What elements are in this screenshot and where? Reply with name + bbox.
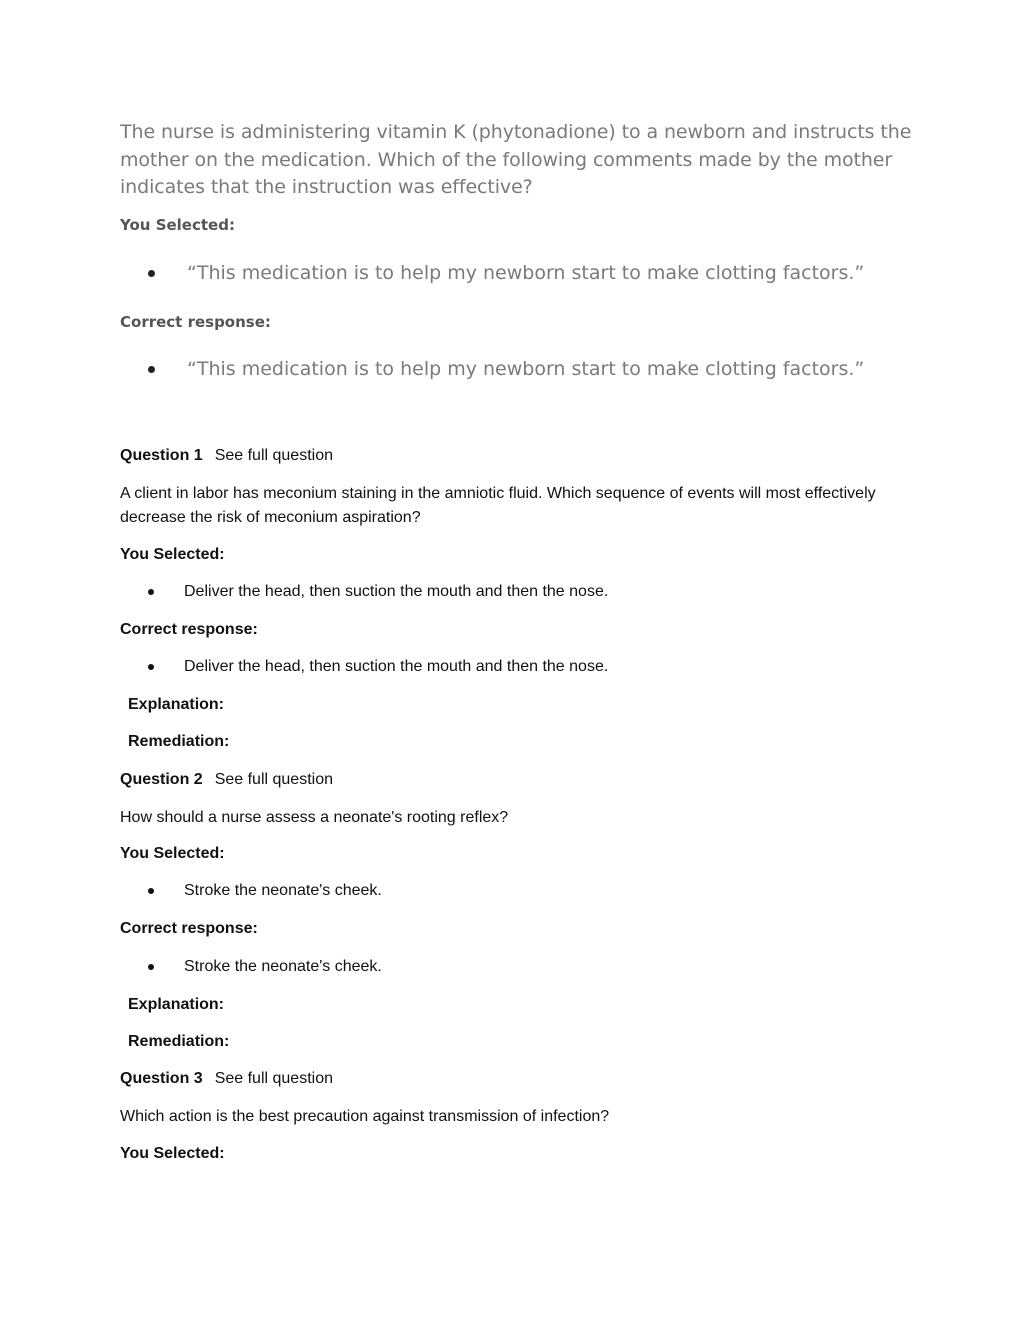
question-2-correct-response-text: Stroke the neonate's cheek. xyxy=(184,958,382,975)
question-2-correct-response-label: Correct response: xyxy=(120,920,258,937)
question-2-text: How should a nurse assess a neonate's rooting reflex? xyxy=(120,809,509,826)
question-3-you-selected-label: You Selected: xyxy=(120,1145,225,1162)
question-2-you-selected-answer xyxy=(148,882,382,900)
intro-correct-response-answer xyxy=(148,358,864,380)
question-2-you-selected-label: You Selected: xyxy=(120,845,225,862)
question-2-remediation-label: Remediation: xyxy=(128,1033,230,1050)
question-1-correct-response-text: Deliver the head, then suction the mouth and then the nose. xyxy=(184,658,609,675)
bullet-icon xyxy=(148,964,154,970)
question-1-remediation-label: Remediation: xyxy=(128,733,230,750)
bullet-icon xyxy=(148,888,154,894)
bullet-icon xyxy=(148,366,155,373)
question-1-see-full-link[interactable]: See full question xyxy=(214,447,333,464)
intro-you-selected-label: You Selected: xyxy=(120,216,235,234)
question-2-explanation-label: Explanation: xyxy=(128,996,225,1013)
question-3-see-full-link[interactable]: See full question xyxy=(214,1070,333,1087)
question-1-you-selected-text: Deliver the head, then suction the mouth and then the nose. xyxy=(184,583,609,600)
question-1-explanation-label: Explanation: xyxy=(128,696,225,713)
question-2-title: Question 2 xyxy=(120,771,203,788)
question-1-title: Question 1 xyxy=(120,447,203,464)
bullet-icon xyxy=(148,270,155,277)
question-1-text: A client in labor has meconium staining in the amniotic fluid. Which sequence of events will most effectively decrease the risk of meconium aspiration? xyxy=(120,485,876,526)
intro-you-selected-text: “This medication is to help my newborn start to make clotting factors.” xyxy=(187,262,865,284)
question-3-title: Question 3 xyxy=(120,1070,203,1087)
question-1-header xyxy=(120,447,333,465)
question-1-correct-response-answer xyxy=(148,658,608,676)
question-2-see-full-link[interactable]: See full question xyxy=(214,771,333,788)
question-1-correct-response-label: Correct response: xyxy=(120,621,258,638)
bullet-icon xyxy=(148,664,154,670)
question-3-text: Which action is the best precaution against transmission of infection? xyxy=(120,1108,610,1125)
question-1-you-selected-answer xyxy=(148,583,608,601)
intro-correct-response-label: Correct response: xyxy=(120,313,271,331)
bullet-icon xyxy=(148,589,154,595)
intro-correct-response-text: “This medication is to help my newborn start to make clotting factors.” xyxy=(187,358,865,380)
intro-question-text: The nurse is administering vitamin K (phytonadione) to a newborn and instructs the mother on the medication. Which of the following comments made by the mother indicates that the instruction was effective? xyxy=(120,121,912,198)
intro-block xyxy=(120,119,920,202)
question-2-correct-response-answer xyxy=(148,958,382,976)
question-1-you-selected-label: You Selected: xyxy=(120,546,225,563)
question-3-header xyxy=(120,1070,333,1088)
question-2-you-selected-text: Stroke the neonate's cheek. xyxy=(184,882,382,899)
intro-you-selected-answer xyxy=(148,262,864,284)
question-2-header xyxy=(120,771,333,789)
